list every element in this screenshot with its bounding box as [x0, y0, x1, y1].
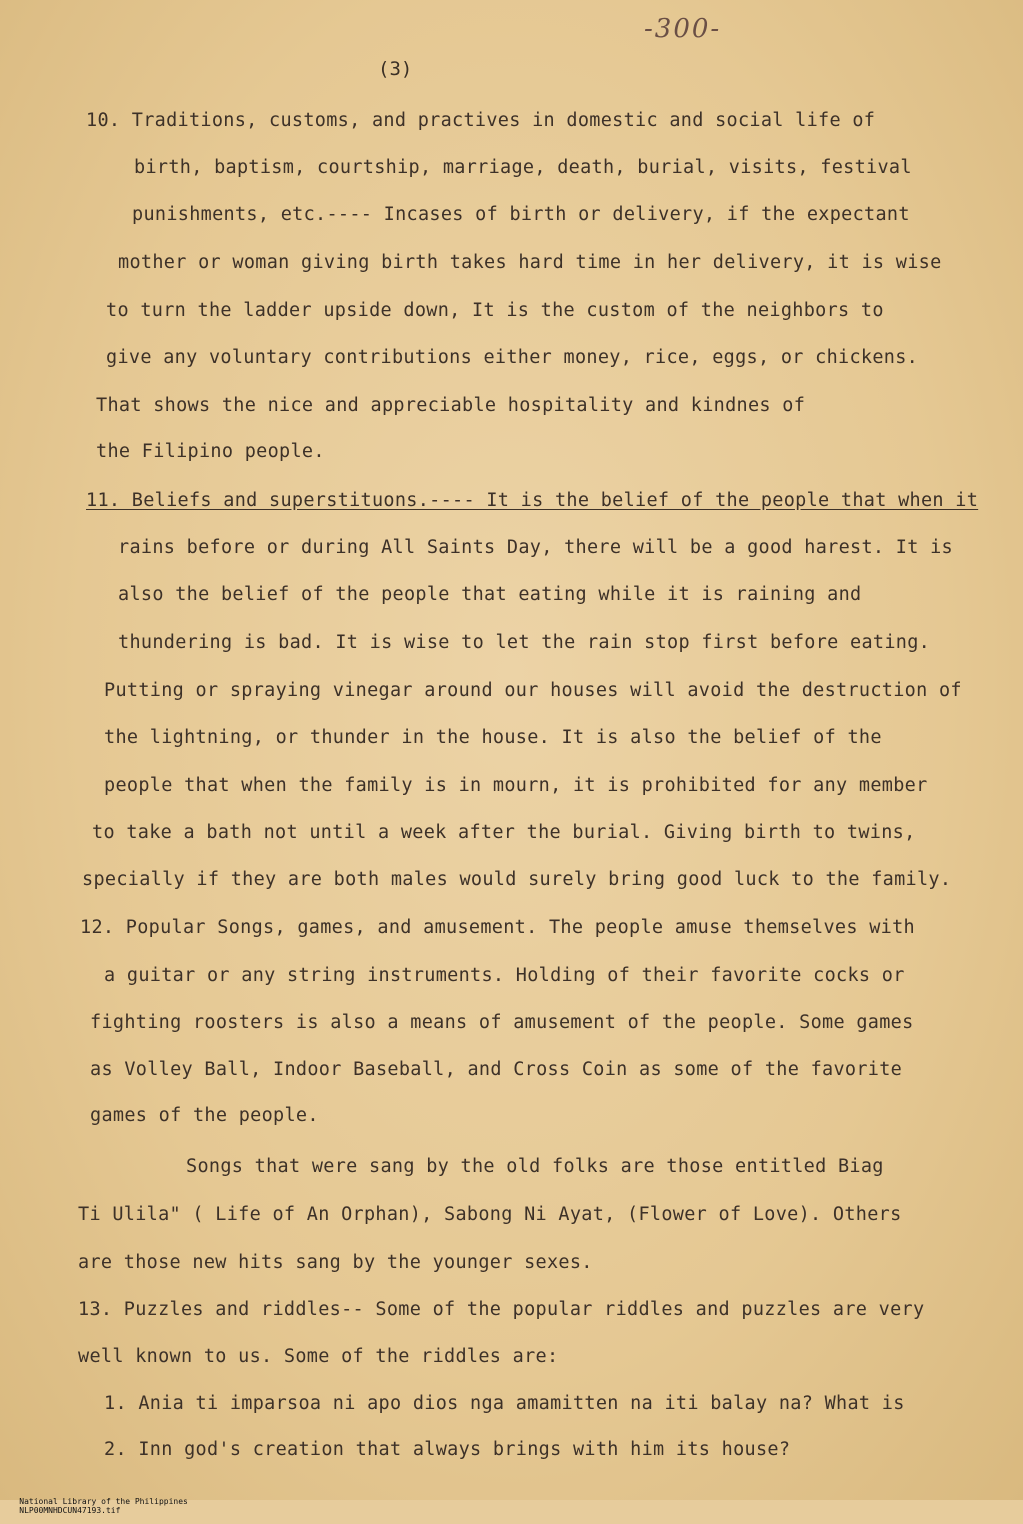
scan-footer [0, 1488, 1023, 1515]
page-number: (3) [378, 58, 413, 80]
text-line: well known to us. Some of the riddles are: [78, 1346, 559, 1367]
text-line: thundering is bad. It is wise to let the rain stop first before eating. [118, 632, 931, 653]
section-heading-12: 12. Popular Songs, games, and amusement. The people amuse themselves with [80, 917, 915, 938]
section-heading-11: 11. Beliefs and superstituons.---- It is the belief of the people that when it [86, 490, 979, 511]
text-line: give any voluntary contributions either money, rice, eggs, or chickens. [106, 347, 919, 368]
text-line: to take a bath not until a week after the burial. Giving birth to twins, [92, 822, 916, 843]
text-line: Putting or spraying vinegar around our houses will avoid the destruction of [104, 680, 962, 701]
text-line: specially if they are both males would surely bring good luck to the family. [82, 869, 952, 890]
text-line: birth, baptism, courtship, marriage, death, burial, visits, festival [134, 157, 912, 178]
text-line: games of the people. [90, 1105, 319, 1126]
text-line: mother or woman giving birth takes hard time in her delivery, it is wise [118, 252, 942, 273]
text-line: are those new hits sang by the younger sexes. [78, 1252, 593, 1273]
text-line: 1. Ania ti imparsoa ni apo dios nga amamitten na iti balay na? What is [104, 1393, 905, 1414]
text-line: fighting roosters is also a means of amusement of the people. Some games [90, 1012, 914, 1033]
text-line: also the belief of the people that eating while it is raining and [118, 584, 862, 605]
footer-file: NLP00MNHDCUN47193.tif [19, 1506, 121, 1515]
text-line: a guitar or any string instruments. Holding of their favorite cocks or [104, 965, 905, 986]
text-line: That shows the nice and appreciable hospitality and kindnes of [96, 395, 806, 416]
handwritten-page-number: -300- [644, 14, 722, 44]
footer-library: National Library of the Philippines [19, 1497, 188, 1506]
text-line: as Volley Ball, Indoor Baseball, and Cross Coin as some of the favorite [90, 1059, 903, 1080]
text-line: people that when the family is in mourn, it is prohibited for any member [104, 775, 928, 796]
text-line: Songs that were sang by the old folks are those entitled Biag [186, 1156, 884, 1177]
text-line: the lightning, or thunder in the house. It is also the belief of the [104, 727, 882, 748]
text-line: punishments, etc.---- Incases of birth or delivery, if the expectant [132, 204, 910, 225]
text-line: rains before or during All Saints Day, there will be a good harest. It is [118, 537, 953, 558]
text-line: 2. Inn god's creation that always brings with him its house? [104, 1439, 791, 1460]
text-line: 10. Traditions, customs, and practives in domestic and social life of [86, 110, 876, 131]
text-line: the Filipino people. [96, 441, 325, 462]
text-line: Ti Ulila" ( Life of An Orphan), Sabong Ni Ayat, (Flower of Love). Others [78, 1204, 902, 1225]
text-line: to turn the ladder upside down, It is the custom of the neighbors to [106, 300, 884, 321]
section-heading-13: 13. Puzzles and riddles-- Some of the popular riddles and puzzles are very [78, 1299, 925, 1320]
